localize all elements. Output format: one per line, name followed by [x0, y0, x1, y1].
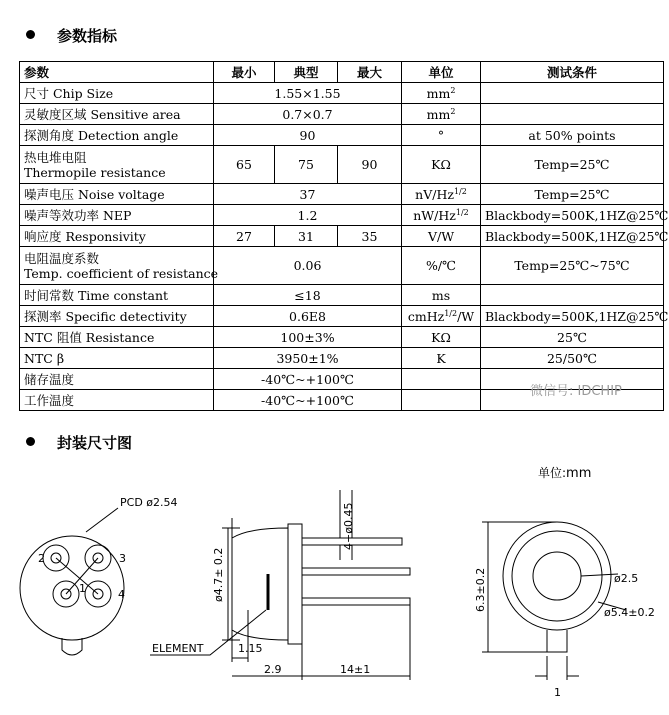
- unit-text: nW/Hz: [413, 207, 456, 223]
- test-condition: Blackbody=500K,1HZ@25℃: [481, 205, 664, 226]
- unit-cell: [402, 285, 481, 306]
- package-section-title: 封装尺寸图: [26, 432, 132, 453]
- test-condition: 25℃: [481, 327, 664, 348]
- unit-cell: [402, 83, 481, 104]
- table-row: [20, 247, 664, 285]
- param-name-line: Thermopile resistance: [24, 164, 166, 180]
- column-header: 典型: [275, 62, 338, 83]
- column-header: 最小: [214, 62, 275, 83]
- value-max: 35: [338, 226, 402, 247]
- wechat-watermark: 微信号: IDCHIP: [530, 384, 622, 399]
- param-name-line: 探测率 Specific detectivity: [24, 308, 187, 324]
- test-condition: Temp=25℃: [481, 184, 664, 205]
- table-row: [20, 146, 664, 184]
- unit-cell: [402, 348, 481, 369]
- unit-superscript: 1/2: [455, 207, 469, 217]
- unit-cell: [402, 104, 481, 125]
- column-header: 参数: [20, 62, 214, 83]
- unit-cell: [402, 390, 481, 411]
- unit-note: 单位:mm: [538, 466, 592, 481]
- test-condition: Blackbody=500K,1HZ@25℃: [481, 306, 664, 327]
- test-condition: [481, 104, 664, 125]
- lead-3: [302, 598, 410, 605]
- param-name: [20, 205, 214, 226]
- table-header-row: [20, 62, 664, 83]
- param-name: [20, 83, 214, 104]
- table-row: [20, 226, 664, 247]
- pcd-label: PCD ø2.54: [120, 496, 178, 509]
- window-leader: [581, 574, 618, 576]
- unit-text: nV/Hz: [415, 186, 454, 202]
- top-tab: [547, 630, 567, 652]
- lead-diameter-dim: 4−ø0.45: [342, 502, 355, 550]
- table-row: [20, 125, 664, 146]
- param-name: [20, 348, 214, 369]
- param-name: [20, 306, 214, 327]
- param-name-line: 时间常数 Time constant: [24, 287, 169, 303]
- test-condition: at 50% points: [481, 125, 664, 146]
- unit-text: KΩ: [431, 329, 451, 345]
- unit-text: mm: [426, 85, 451, 101]
- value-typ: 75: [275, 146, 338, 184]
- column-header: 单位: [402, 62, 481, 83]
- value-typ: 31: [275, 226, 338, 247]
- param-name-line: 电阻温度系数: [24, 250, 100, 266]
- pin-2-label: 2: [38, 552, 45, 565]
- param-name: [20, 327, 214, 348]
- dim-lead-length: 14±1: [340, 663, 371, 676]
- unit-text: %/℃: [425, 258, 457, 273]
- outer-circle: [503, 522, 611, 630]
- param-name-line: 热电堆电阻: [24, 149, 87, 165]
- test-condition: Blackbody=500K,1HZ@25℃: [481, 226, 664, 247]
- param-name: [20, 125, 214, 146]
- bullet-icon: [26, 437, 35, 446]
- unit-text: KΩ: [431, 157, 451, 172]
- pcd-leader: [86, 508, 118, 532]
- param-name-line: 噪声电压 Noise voltage: [24, 186, 165, 202]
- test-condition: [481, 83, 664, 104]
- body-diameter-dim: ø4.7± 0.2: [212, 547, 225, 602]
- unit-superscript: 2: [450, 106, 456, 116]
- param-name: [20, 104, 214, 125]
- unit-text: K: [436, 350, 446, 366]
- value-typ: -40℃~+100℃: [214, 390, 402, 411]
- dim-1-15: 1.15: [238, 642, 263, 655]
- unit-cell: [402, 205, 481, 226]
- value-max: 90: [338, 146, 402, 184]
- table-row: [20, 327, 664, 348]
- param-name: [20, 369, 214, 390]
- can-body: [232, 528, 288, 640]
- table-row: [20, 285, 664, 306]
- param-name-line: 尺寸 Chip Size: [24, 85, 114, 101]
- unit-superscript: 1/2: [444, 308, 458, 318]
- param-name: [20, 184, 214, 205]
- param-name-line: 响应度 Responsivity: [24, 228, 146, 244]
- unit-cell: [402, 226, 481, 247]
- pin-3-label: 3: [119, 552, 126, 565]
- unit-cell: [402, 306, 481, 327]
- unit-text: V/W: [427, 228, 455, 244]
- param-name: [20, 146, 214, 184]
- param-name-line: NTC 阻值 Resistance: [24, 329, 155, 345]
- pin-1-label: 1: [79, 582, 86, 595]
- package-drawing: [0, 480, 669, 715]
- table-row: [20, 205, 664, 226]
- param-name: [20, 226, 214, 247]
- param-name-line: NTC β: [24, 350, 65, 366]
- column-header: 测试条件: [481, 62, 664, 83]
- dim-2-9: 2.9: [264, 663, 282, 676]
- outer-diameter-dim: 6.3±0.2: [474, 567, 487, 612]
- table-row: [20, 83, 664, 104]
- table-row: [20, 104, 664, 125]
- unit-cell: [402, 125, 481, 146]
- value-typ: 90: [214, 125, 402, 146]
- table-row: [20, 348, 664, 369]
- value-typ: 3950±1%: [214, 348, 402, 369]
- parameters-table: [19, 61, 669, 411]
- unit-cell: [402, 327, 481, 348]
- bottom-view: [20, 508, 124, 655]
- unit-text: °: [437, 127, 445, 143]
- lead-2: [302, 568, 410, 575]
- value-min: 27: [214, 226, 275, 247]
- unit-cell: [402, 369, 481, 390]
- params-section-title: 参数指标: [26, 25, 117, 46]
- test-condition: Temp=25℃: [481, 146, 664, 184]
- value-min: 65: [214, 146, 275, 184]
- param-name-line: 储存温度: [24, 371, 75, 387]
- unit-text: mm: [426, 106, 451, 122]
- value-typ: ≤18: [214, 285, 402, 306]
- unit-superscript: 2: [450, 85, 456, 95]
- test-condition: Temp=25℃~75℃: [481, 247, 664, 285]
- bullet-icon: [26, 30, 35, 39]
- value-typ: 1.2: [214, 205, 402, 226]
- bottom-tab: [62, 638, 82, 655]
- top-view: [482, 522, 626, 680]
- value-typ: -40℃~+100℃: [214, 369, 402, 390]
- test-condition: [481, 285, 664, 306]
- value-typ: 1.55×1.55: [214, 83, 402, 104]
- test-condition: 25/50℃: [481, 348, 664, 369]
- param-name-line: 探测角度 Detection angle: [24, 127, 179, 143]
- param-name-line: Temp. coefficient of resistance: [24, 265, 219, 281]
- param-name: [20, 390, 214, 411]
- unit-superscript: 1/2: [453, 186, 467, 196]
- unit-cell: [402, 184, 481, 205]
- unit-suffix: /W: [457, 308, 475, 324]
- value-typ: 100±3%: [214, 327, 402, 348]
- param-name: [20, 247, 219, 285]
- param-name-line: 灵敏度区域 Sensitive area: [24, 106, 181, 122]
- cap-diameter-dim: ø5.4±0.2: [604, 606, 655, 619]
- value-typ: 0.6E8: [214, 306, 402, 327]
- table-row: [20, 184, 664, 205]
- unit-cell: [402, 247, 481, 285]
- window-circle: [533, 552, 581, 600]
- param-name-line: 噪声等效功率 NEP: [24, 207, 132, 223]
- tab-width-dim: 1: [554, 686, 561, 699]
- param-name: [20, 285, 214, 306]
- unit-cell: [402, 146, 481, 184]
- value-typ: 37: [214, 184, 402, 205]
- unit-text: cmHz: [407, 308, 445, 324]
- pin-4-label: 4: [118, 588, 125, 601]
- param-name-line: 工作温度: [24, 392, 75, 408]
- unit-text: ms: [431, 287, 451, 303]
- window-diameter-dim: ø2.5: [614, 572, 639, 585]
- value-typ: 0.7×0.7: [214, 104, 402, 125]
- header-flange: [288, 524, 302, 644]
- element-label: ELEMENT: [152, 642, 204, 655]
- column-header: 最大: [338, 62, 402, 83]
- value-typ: 0.06: [214, 247, 402, 285]
- table-row: [20, 306, 664, 327]
